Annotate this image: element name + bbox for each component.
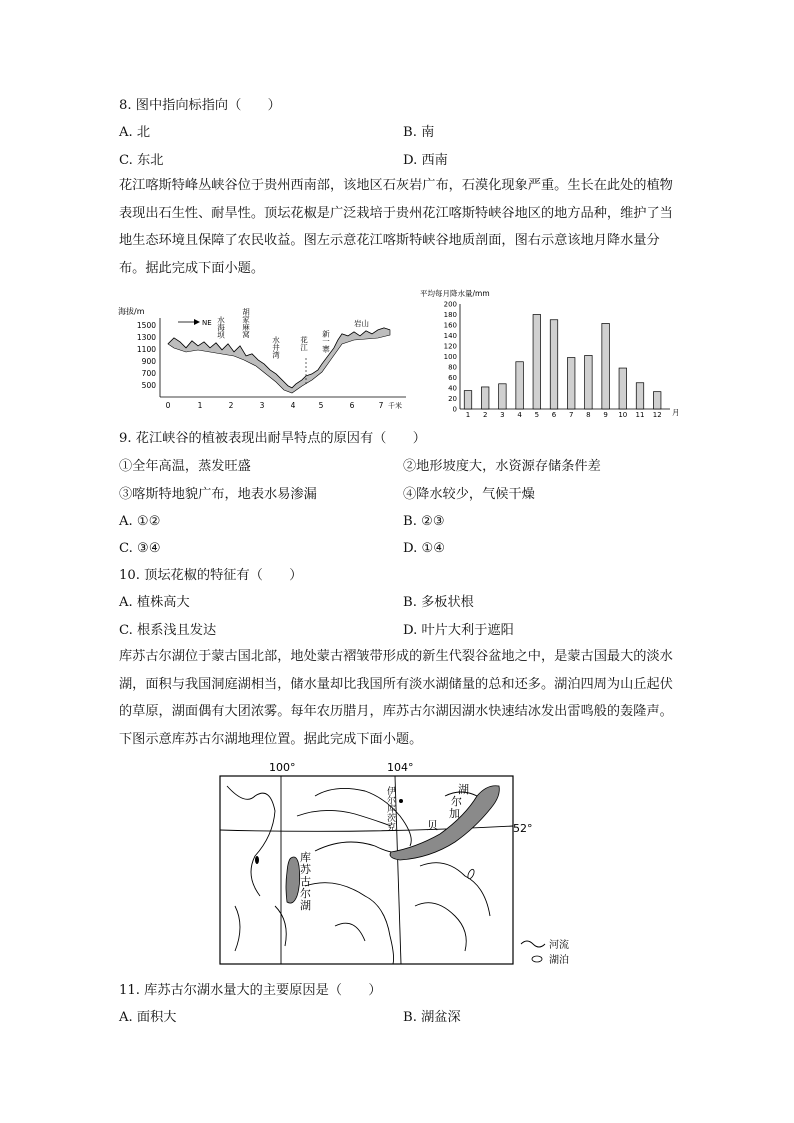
khuvsgul-char: 古 <box>300 875 311 888</box>
rainfall-bar <box>550 320 558 409</box>
rainfall-bar <box>602 323 610 409</box>
rainfall-bar <box>481 387 489 409</box>
rainfall-bar <box>619 368 627 409</box>
q9-item-2: ②地形坡度大，水资源存储条件差 <box>403 459 601 474</box>
rainfall-bar <box>567 358 575 409</box>
baikal-char: 加 <box>449 807 460 820</box>
lat-52-label: 52° <box>513 822 533 835</box>
location-map <box>215 756 585 971</box>
label-yanshan: 岩山 <box>354 319 369 328</box>
rainfall-xtick: 3 <box>500 411 505 419</box>
q9-option-c: C. ③④ <box>119 541 161 556</box>
rainfall-xtick: 7 <box>568 411 574 419</box>
profile-figure <box>116 300 416 415</box>
khuvsgul-char: 湖 <box>300 899 311 912</box>
rainfall-xtick: 5 <box>534 411 540 419</box>
rainfall-ytick: 180 <box>443 311 457 319</box>
rainfall-xtick: 8 <box>586 411 591 419</box>
rainfall-ytick: 80 <box>448 363 457 372</box>
rainfall-xtick: 12 <box>652 411 662 419</box>
lon-104-label: 104° <box>387 761 414 774</box>
profile-xtick: 4 <box>290 401 296 410</box>
q11-stem: 11. 库苏古尔湖水量大的主要原因是（ ） <box>119 983 382 998</box>
profile-ytick: 1100 <box>136 345 156 354</box>
rainfall-xtick: 9 <box>603 411 608 419</box>
map-frame <box>220 776 513 964</box>
label-shuijingwan: 水井湾 <box>271 336 281 359</box>
rainfall-bar <box>636 383 644 409</box>
rainfall-ytick: 120 <box>443 342 457 351</box>
lon-100-label: 100° <box>269 761 296 774</box>
rainfall-bar <box>516 362 524 409</box>
baikal-char: 尔 <box>451 795 462 808</box>
q11-option-b: B. 湖盆深 <box>403 1010 461 1025</box>
rainfall-xtick: 1 <box>465 411 471 419</box>
q10-option-d: D. 叶片大利于遮阳 <box>403 623 514 638</box>
label-huajiang: 花江 <box>299 336 309 351</box>
rainfall-ytick: 100 <box>443 353 457 361</box>
q9-stem: 9. 花江峡谷的植被表现出耐旱特点的原因有（ ） <box>119 431 426 446</box>
profile-ytick: 700 <box>141 369 156 378</box>
q9-item-4: ④降水较少，气候干燥 <box>403 487 535 502</box>
rainfall-ytick: 200 <box>443 300 457 309</box>
rainfall-bar <box>653 392 661 409</box>
profile-ytick: 500 <box>141 381 156 390</box>
arrow-head-icon <box>194 319 200 325</box>
rainfall-chart <box>420 285 685 420</box>
q8-option-b: B. 南 <box>403 125 435 140</box>
profile-ylabel: 海拔/m <box>118 307 145 316</box>
khuvsgul-char: 苏 <box>300 863 311 876</box>
city-marker <box>399 799 403 803</box>
rainfall-bar <box>499 384 507 409</box>
q8-stem: 8. 图中指向标指向（ ） <box>119 98 281 113</box>
baikal-char: 贝 <box>427 819 438 832</box>
rainfall-xlabel: 月 <box>672 408 680 417</box>
small-lake <box>255 856 259 864</box>
label-xinyizhai: 新一寨 <box>321 330 331 353</box>
q10-option-a: A. 植株高大 <box>119 595 190 610</box>
profile-xunit: 千米 <box>388 402 402 410</box>
legend-lake-label: 湖泊 <box>549 955 569 966</box>
legend-lake-icon <box>532 956 542 962</box>
rainfall-xtick: 10 <box>618 411 628 419</box>
profile-xtick: 0 <box>165 401 171 410</box>
city-irkutsk: 伊尔库茨克 <box>385 786 395 831</box>
rainfall-ytick: 160 <box>443 321 457 330</box>
rainfall-xtick: 2 <box>482 411 488 419</box>
profile-xtick: 2 <box>228 401 234 410</box>
q10-stem: 10. 顶坛花椒的特征有（ ） <box>119 568 303 583</box>
rainfall-xtick: 11 <box>635 411 645 419</box>
passage-khuvsgul: 库苏古尔湖位于蒙古国北部，地处蒙古褶皱带形成的新生代裂谷盆地之中，是蒙古国最大的淡水湖，面积与我国洞庭湖相当，储水量却比我国所有淡水湖储量的总和还多。湖泊四周为山丘起伏的草原，湖面偶有大团浓雾。每年农历腊月，库苏古尔湖因湖水快速结冰发出雷鸣般的轰隆声。下图示意库苏古尔湖地理位置。据此完成下面小题。 <box>119 649 673 747</box>
q9-item-1: ①全年高温，蒸发旺盛 <box>119 459 251 474</box>
legend-river-label: 河流 <box>549 940 569 951</box>
profile-xtick: 5 <box>318 401 324 410</box>
q9-option-a: A. ①② <box>119 514 161 529</box>
q9-item-3: ③喀斯特地貌广布，地表水易渗漏 <box>119 487 317 502</box>
q8-option-a: A. 北 <box>119 125 151 140</box>
label-hujiamawo: 胡家麻窝 <box>241 308 251 338</box>
rainfall-ytick: 20 <box>448 395 457 403</box>
q9-option-b: B. ②③ <box>403 514 445 529</box>
q8-option-d: D. 西南 <box>403 153 448 168</box>
q10-option-c: C. 根系浅且发达 <box>119 623 217 638</box>
rainfall-ytick: 40 <box>448 384 457 393</box>
profile-ytick: 1500 <box>136 321 156 330</box>
profile-ytick: 1300 <box>136 333 156 342</box>
rainfall-xtick: 4 <box>517 411 522 419</box>
rainfall-bar <box>533 315 541 410</box>
rainfall-ytick: 60 <box>448 374 457 382</box>
khuvsgul-char: 尔 <box>300 887 311 900</box>
q10-option-b: B. 多板状根 <box>403 595 474 610</box>
rainfall-bar <box>585 355 593 409</box>
legend-river-icon <box>521 941 545 947</box>
baikal-char: 湖 <box>458 783 469 796</box>
profile-ytick: 900 <box>141 357 156 366</box>
rainfall-ytick: 140 <box>443 332 457 340</box>
rainfall-title: 平均每月降水量/mm <box>420 289 490 298</box>
passage-huajiang: 花江喀斯特峰丛峡谷位于贵州西南部，该地区石灰岩广布，石漠化现象严重。生长在此处的植物表现出石生性、耐旱性。顶坛花椒是广泛栽培于贵州花江喀斯特峡谷地区的地方品种，维护了当地生态环境且保障了农民收益。图左示意花江喀斯特峡谷地质剖面，图右示意该地月降水量分布。据此完成下面小题。 <box>119 178 673 276</box>
q8-option-c: C. 东北 <box>119 153 164 168</box>
profile-xtick: 7 <box>378 401 384 410</box>
label-shuihaiba: 水海坝 <box>216 316 226 339</box>
profile-xtick: 6 <box>349 401 355 410</box>
arrow-label: NE <box>202 319 212 327</box>
profile-xtick: 3 <box>259 401 265 410</box>
q9-option-d: D. ①④ <box>403 541 446 556</box>
rainfall-bar <box>464 391 472 409</box>
rainfall-xtick: 6 <box>551 411 557 419</box>
q11-option-a: A. 面积大 <box>119 1010 177 1025</box>
rainfall-ytick: 0 <box>452 405 457 414</box>
khuvsgul-char: 库 <box>300 851 311 864</box>
profile-xtick: 1 <box>197 401 203 410</box>
